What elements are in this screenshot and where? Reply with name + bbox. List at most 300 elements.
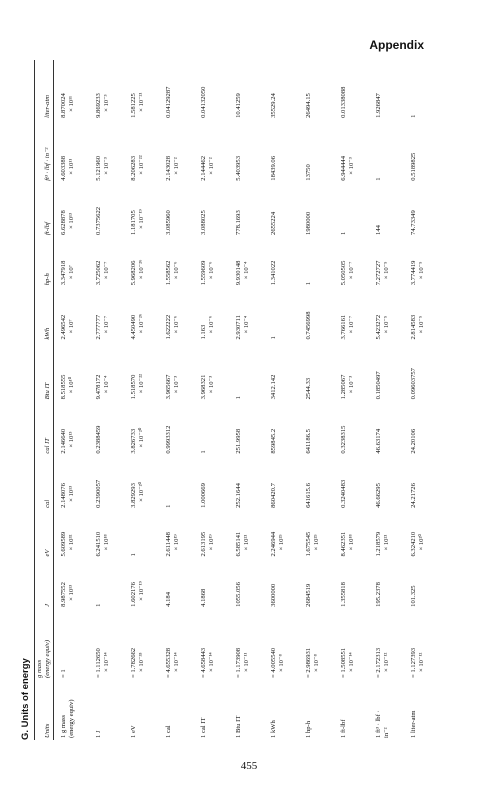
table-header-row: [35, 60, 54, 740]
table-cell: [124, 183, 159, 237]
table-cell: [229, 237, 264, 287]
cell-exponent: × 10²¹: [242, 534, 250, 551]
table-cell: [264, 60, 299, 120]
cell-value: 2.814583: [410, 314, 418, 340]
table-cell: [369, 609, 404, 680]
cell-value: = 1.127393: [410, 647, 418, 678]
cell-value: 9.478172: [95, 374, 103, 400]
table-cell: [54, 287, 90, 341]
row-unit-name: 1 eV: [130, 725, 138, 738]
cell-value: 3.766161: [340, 314, 348, 340]
table-row: [369, 60, 404, 740]
cell-exponent: × 10⁻¹²: [417, 652, 425, 672]
cell-value: 2.613195: [200, 531, 208, 557]
table-cell: [194, 401, 229, 455]
table-cell: [299, 609, 334, 680]
table-cell: [159, 510, 194, 559]
cell-value: 1.285067: [340, 374, 348, 400]
table-cell: [404, 120, 439, 183]
table-cell: [89, 342, 124, 402]
cell-value: 3412.142: [270, 374, 278, 400]
cell-value: 46.66295: [375, 483, 383, 508]
cell-exponent: × 10¹⁹: [172, 534, 180, 551]
cell-exponent: × 10⁷: [67, 265, 75, 280]
table-cell: [299, 237, 334, 287]
cell-value: 1: [200, 450, 208, 454]
table-cell: [334, 60, 369, 120]
table-cell: [89, 456, 124, 510]
table-cell: [404, 237, 439, 287]
cell-exponent: × 10⁻⁷: [102, 261, 110, 280]
cell-value: 251.9958: [235, 428, 243, 454]
cell-exponent: × 10²⁵: [277, 534, 285, 551]
cell-exponent: × 10⁻³: [172, 375, 180, 394]
cell-exponent: × 10⁻¹⁴: [207, 652, 215, 672]
column-header-label: Units: [43, 723, 51, 738]
cell-value: 3.088025: [200, 210, 208, 235]
cell-value: 1.341022: [270, 260, 278, 286]
cell-value: = 1.173908: [235, 647, 243, 678]
page-number: 455: [240, 760, 258, 772]
cell-exponent: × 10⁻¹⁴: [347, 652, 355, 672]
table-cell: [369, 510, 404, 559]
table-cell: [124, 120, 159, 183]
table-cell: [264, 456, 299, 510]
table-cell: [54, 609, 90, 680]
cell-value: 3.965667: [165, 374, 173, 400]
cell-exponent: × 10⁻⁷: [347, 261, 355, 280]
column-header: [35, 120, 54, 183]
table-cell: [194, 456, 229, 510]
cell-value: 5.609589: [60, 531, 68, 557]
table-row: [334, 60, 369, 740]
cell-value: 0.09603757: [410, 368, 418, 400]
table-cell: [54, 120, 90, 183]
table-cell: [124, 342, 159, 402]
table-cell: [264, 609, 299, 680]
column-header: [35, 559, 54, 609]
cell-value: 0.04129287: [165, 86, 173, 118]
cell-exponent: × 10⁻⁵: [382, 315, 390, 334]
table-cell: [54, 183, 90, 237]
table-cell: [369, 401, 404, 455]
table-cell: [89, 510, 124, 559]
cell-value: 0.01338088: [340, 86, 348, 118]
table-cell: [334, 559, 369, 609]
table-cell: [159, 342, 194, 402]
cell-value: = 2.172313: [375, 647, 383, 678]
cell-exponent: × 10⁻⁵: [417, 261, 425, 280]
cell-value: 26494.15: [305, 93, 313, 118]
cell-value: 2684519: [305, 583, 313, 607]
table-cell: [194, 237, 229, 287]
cell-value: 1.602176: [130, 582, 138, 607]
table-cell: [194, 60, 229, 120]
energy-units-table: [34, 60, 439, 740]
cell-value: 8.987552: [60, 582, 68, 607]
row-unit-name: 1 ft³ · lbf ·: [375, 710, 383, 738]
cell-value: 2.144462: [200, 155, 208, 181]
cell-value: 0.3240483: [340, 479, 348, 508]
table-cell: [299, 120, 334, 183]
cell-value: 9.930148: [235, 260, 243, 286]
cell-value: 0.3238315: [340, 425, 348, 454]
cell-value: 2.496542: [60, 314, 68, 340]
cell-value: 6.585141: [235, 531, 243, 557]
table-row: [264, 60, 299, 740]
cell-exponent: × 10¹⁸: [102, 534, 110, 551]
cell-value: 1.181705: [130, 210, 138, 235]
table-cell: [159, 60, 194, 120]
table-cell: [124, 237, 159, 287]
cell-value: 1.000669: [200, 483, 208, 508]
table-cell: [299, 510, 334, 559]
row-unit-name-cont: in⁻²: [382, 727, 390, 738]
cell-value: 5.423272: [375, 314, 383, 340]
row-unit-name: 1 J: [95, 730, 103, 738]
cell-exponent: × 10⁻⁵: [417, 315, 425, 334]
table-cell: [334, 183, 369, 237]
table-cell: [404, 342, 439, 402]
cell-value: 144: [375, 225, 383, 235]
cell-value: 2544.33: [305, 377, 313, 400]
table-cell: [404, 510, 439, 559]
column-header: [35, 183, 54, 237]
table-cell: [299, 342, 334, 402]
cell-value: 3.347918: [60, 260, 68, 286]
cell-exponent: × 10⁻³: [102, 94, 110, 112]
table-cell: [229, 287, 264, 341]
cell-value: = 4.658443: [200, 647, 208, 678]
cell-value: 1.581225: [130, 93, 138, 118]
table-cell: [229, 401, 264, 455]
cell-value: 9.869233: [95, 93, 103, 118]
cell-exponent: × 10⁻³: [207, 375, 215, 394]
cell-value: 1980000: [305, 211, 313, 235]
cell-value: 778.1693: [235, 210, 243, 235]
cell-exponent: × 10⁻¹⁴: [172, 652, 180, 672]
column-header-label: Btu IT: [43, 382, 51, 400]
table-cell: [404, 60, 439, 120]
row-unit-label: [159, 680, 194, 740]
cell-exponent: × 10¹³: [67, 584, 75, 601]
cell-value: 2655224: [270, 211, 278, 235]
cell-exponent: × 10¹⁹: [207, 534, 215, 551]
table-cell: [369, 456, 404, 510]
cell-value: 46.63174: [375, 428, 383, 454]
row-unit-name: 1 cal: [165, 725, 173, 738]
table-body: [54, 60, 440, 740]
cell-value: 1: [305, 281, 313, 286]
row-unit-label: [264, 680, 299, 740]
table-cell: [369, 342, 404, 402]
cell-value: 641186.5: [305, 429, 313, 454]
table-cell: [404, 183, 439, 237]
cell-exponent: × 10⁻²²: [137, 373, 145, 394]
table-cell: [194, 609, 229, 680]
cell-exponent: × 10¹³: [67, 213, 75, 229]
cell-value: 2.148076: [60, 483, 68, 508]
cell-exponent: × 10⁻²⁰: [137, 427, 145, 448]
table-cell: [334, 342, 369, 402]
table-cell: [159, 609, 194, 680]
cell-value: 2.246944: [270, 531, 278, 557]
table-cell: [89, 609, 124, 680]
row-unit-name: 1 liter-atm: [410, 710, 418, 738]
cell-value: 2.146640: [60, 428, 68, 454]
table-cell: [404, 401, 439, 455]
cell-value: 4.450490: [130, 314, 138, 340]
cell-value: 8.206283: [130, 155, 138, 181]
cell-value: = 4.655328: [165, 647, 173, 678]
table-cell: [299, 60, 334, 120]
table-cell: [334, 287, 369, 341]
table-cell: [334, 609, 369, 680]
cell-value: 1: [165, 504, 173, 508]
table-cell: [89, 287, 124, 341]
cell-value: 1: [340, 231, 348, 235]
table-row: [229, 60, 264, 740]
cell-exponent: × 10⁻²⁰: [137, 481, 145, 502]
column-header-label: J: [43, 603, 51, 607]
cell-value: = 4.005540: [270, 647, 278, 678]
table-cell: [299, 401, 334, 455]
cell-value: 6.944444: [340, 155, 348, 181]
table-cell: [159, 183, 194, 237]
cell-exponent: × 10⁻⁴: [242, 261, 250, 280]
cell-value: 1: [270, 336, 278, 340]
table-cell: [264, 559, 299, 609]
cell-value: 1.163: [200, 324, 208, 340]
cell-value: 10.41259: [235, 93, 243, 118]
cell-exponent: × 10⁷: [67, 319, 75, 334]
row-unit-label: [334, 680, 369, 740]
row-unit-label: [404, 680, 439, 740]
table-cell: [54, 401, 90, 455]
cell-value: 24.21726: [410, 483, 418, 508]
table-row: [404, 60, 439, 740]
table-row: [194, 60, 229, 740]
cell-value: 1.218579: [375, 531, 383, 557]
table-cell: [299, 287, 334, 341]
table-cell: [194, 510, 229, 559]
column-header: [35, 287, 54, 341]
table-cell: [124, 559, 159, 609]
table-cell: [264, 237, 299, 287]
cell-value: 4.1868: [200, 588, 208, 607]
cell-value: 3600000: [270, 583, 278, 607]
cell-value: 8.870024: [60, 93, 68, 118]
table-cell: [404, 456, 439, 510]
column-header-label: ft-lbf: [43, 222, 51, 235]
table-cell: [229, 510, 264, 559]
cell-exponent: × 10⁻³: [102, 157, 110, 175]
cell-exponent: × 10¹⁰: [67, 376, 75, 394]
table-cell: [369, 60, 404, 120]
cell-value: 1: [235, 396, 243, 400]
cell-value: 35529.24: [270, 93, 278, 118]
cell-value: 1.518570: [130, 374, 138, 400]
column-header-label: cal: [43, 499, 51, 508]
cell-exponent: × 10²⁰: [417, 533, 425, 551]
row-unit-label: [369, 680, 404, 740]
cell-value: 1.355818: [340, 582, 348, 607]
cell-value: 1.926847: [375, 93, 383, 118]
cell-value: 3.725062: [95, 260, 103, 286]
cell-value: 3.968321: [200, 374, 208, 400]
cell-exponent: × 10¹¹: [67, 95, 75, 112]
table-cell: [334, 510, 369, 559]
cell-exponent: × 10¹³: [67, 431, 75, 448]
cell-value: 5.050505: [340, 260, 348, 286]
row-unit-name: 1 Btu IT: [235, 715, 243, 738]
table-cell: [124, 60, 159, 120]
column-header: [35, 609, 54, 680]
cell-value: = 1.508551: [340, 647, 348, 678]
table-cell: [229, 183, 264, 237]
table-cell: [159, 559, 194, 609]
cell-value: 1: [410, 114, 418, 118]
table-row: [124, 60, 159, 740]
cell-exponent: × 10⁻²⁶: [137, 313, 145, 334]
cell-value: = 1: [60, 669, 68, 678]
cell-value: 0.5189825: [410, 152, 418, 181]
cell-exponent: × 10⁻¹²: [382, 652, 390, 672]
table-cell: [54, 510, 90, 559]
cell-exponent: × 10⁻¹⁴: [102, 652, 110, 672]
table-cell: [159, 120, 194, 183]
table-cell: [334, 456, 369, 510]
row-unit-name-cont: (energy equiv): [67, 699, 75, 738]
cell-value: 641615.6: [305, 483, 313, 508]
table-cell: [54, 60, 90, 120]
table-cell: [194, 559, 229, 609]
cell-value: 8.518555: [60, 374, 68, 400]
table-cell: [369, 120, 404, 183]
table-cell: [124, 510, 159, 559]
table-cell: [334, 237, 369, 287]
cell-value: 0.04132050: [200, 86, 208, 118]
table-cell: [159, 456, 194, 510]
cell-exponent: × 10⁻²: [172, 157, 180, 175]
cell-value: 0.7375622: [95, 206, 103, 235]
cell-exponent: × 10⁻¹¹: [242, 652, 250, 672]
cell-value: 0.7456998: [305, 311, 313, 340]
cell-value: 0.9993312: [165, 425, 173, 454]
table-cell: [264, 287, 299, 341]
column-header: [35, 237, 54, 287]
cell-exponent: × 10⁻²⁶: [137, 259, 145, 280]
cell-value: 2.143028: [165, 155, 173, 181]
cell-exponent: × 10⁻¹⁹: [137, 581, 145, 601]
cell-value: 0.2388459: [95, 425, 103, 454]
table-cell: [89, 559, 124, 609]
column-header-label: ft³ · lbf · in⁻²: [43, 147, 51, 181]
cell-value: 1: [375, 177, 383, 181]
column-header-label: liter-atm: [43, 94, 51, 118]
column-header-label: eV: [43, 549, 51, 557]
row-unit-label: [124, 680, 159, 740]
cell-value: 5.121960: [95, 155, 103, 181]
row-unit-name: 1 cal IT: [200, 717, 208, 738]
table-cell: [229, 342, 264, 402]
cell-exponent: × 10⁻⁴: [242, 315, 250, 334]
cell-exponent: × 10⁻²²: [137, 155, 145, 175]
column-header: [35, 342, 54, 402]
table-cell: [264, 120, 299, 183]
table-cell: [264, 510, 299, 559]
cell-exponent: × 10⁻⁴: [102, 375, 110, 394]
cell-value: 6.241510: [95, 531, 103, 557]
column-header: [35, 680, 54, 740]
cell-value: 1055.056: [235, 582, 243, 607]
cell-exponent: × 10⁻²¹: [137, 92, 145, 112]
cell-value: 3.085960: [165, 210, 173, 235]
cell-value: 3.774419: [410, 260, 418, 286]
table-row: [159, 60, 194, 740]
cell-value: 3.829293: [130, 483, 138, 508]
cell-exponent: × 10⁻³³: [137, 652, 145, 672]
cell-exponent: × 10¹¹: [67, 158, 75, 175]
table-cell: [369, 559, 404, 609]
cell-value: = 1.782662: [130, 647, 138, 678]
cell-exponent: × 10¹⁸: [347, 534, 355, 551]
table-cell: [54, 456, 90, 510]
table-cell: [229, 120, 264, 183]
column-header: [35, 456, 54, 510]
row-unit-label: [229, 680, 264, 740]
cell-value: 0.2390057: [95, 479, 103, 508]
table-cell: [264, 401, 299, 455]
cell-value: 1: [130, 553, 138, 557]
cell-value: 18439.06: [270, 155, 278, 181]
table-cell: [229, 559, 264, 609]
table-cell: [89, 120, 124, 183]
cell-value: 74.73349: [410, 210, 418, 235]
cell-exponent: × 10⁻³: [347, 375, 355, 394]
cell-value: 1.675545: [305, 531, 313, 557]
cell-exponent: × 10⁻⁶: [207, 261, 215, 280]
cell-value: 859845.2: [270, 428, 278, 454]
column-header-label: cal IT: [43, 438, 51, 454]
cell-value: 1.558562: [165, 260, 173, 286]
running-header: Appendix: [369, 38, 424, 52]
cell-value: 1.622222: [165, 314, 173, 340]
column-header: [35, 60, 54, 120]
table-cell: [89, 401, 124, 455]
table-cell: [299, 456, 334, 510]
table-cell: [124, 609, 159, 680]
table-cell: [194, 287, 229, 341]
cell-value: = 1.112650: [95, 648, 103, 678]
cell-exponent: × 10⁻⁵: [382, 261, 390, 280]
table-cell: [124, 401, 159, 455]
cell-exponent: × 10⁻⁶: [207, 315, 215, 334]
rotated-table-area: [20, 60, 480, 740]
cell-exponent: × 10³²: [67, 534, 75, 551]
row-unit-name: 1 ft-lbf: [340, 719, 348, 738]
cell-exponent: × 10⁻⁶: [172, 315, 180, 334]
column-header-label: hp-h: [43, 273, 51, 286]
cell-value: 252.1644: [235, 483, 243, 508]
table-cell: [229, 60, 264, 120]
row-unit-name: 1 hp-h: [305, 720, 313, 738]
column-header: [35, 510, 54, 559]
cell-value: 5.403953: [235, 155, 243, 181]
row-unit-name: 1 g mass: [60, 714, 68, 738]
table-cell: [124, 287, 159, 341]
table-cell: [124, 456, 159, 510]
